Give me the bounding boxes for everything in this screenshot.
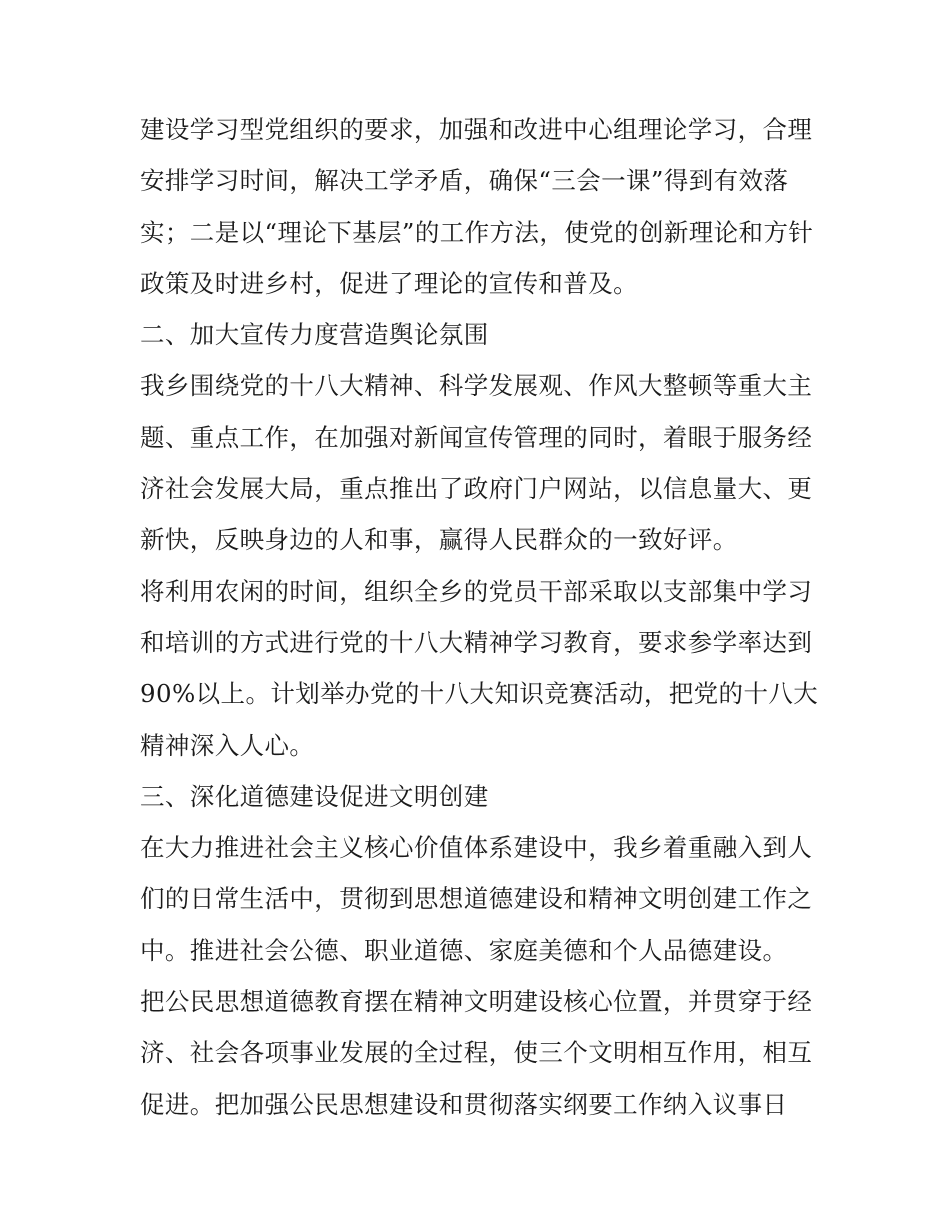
paragraph-line: 政策及时进乡村，促进了理论的宣传和普及。 (140, 268, 638, 298)
paragraph-line: 济、社会各项事业发展的全过程，使三个文明相互作用，相互 (140, 1038, 813, 1068)
paragraph-line: 实；二是以“理论下基层”的工作方法，使党的创新理论和方针 (140, 217, 814, 247)
paragraph-line: 和培训的方式进行党的十八大精神学习教育，要求参学率达到 (140, 627, 813, 657)
paragraph-line: 精神深入人心。 (140, 730, 315, 760)
paragraph-line: 90%以上。计划举办党的十八大知识竞赛活动，把党的十八大 (140, 679, 819, 709)
paragraph-line: 中。推进社会公德、职业道德、家庭美德和个人品德建设。 (140, 935, 788, 965)
paragraph-line: 把公民思想道德教育摆在精神文明建设核心位置，并贯穿于经 (140, 987, 813, 1017)
paragraph-line: 新快，反映身边的人和事，赢得人民群众的一致好评。 (140, 525, 738, 555)
paragraph-line: 我乡围绕党的十八大精神、科学发展观、作风大整顿等重大主 (140, 371, 813, 401)
section-heading: 三、深化道德建设促进文明创建 (140, 781, 489, 811)
paragraph-line: 建设学习型党组织的要求，加强和改进中心组理论学习，合理 (140, 115, 813, 144)
paragraph-line: 促进。把加强公民思想建设和贯彻落实纲要工作纳入议事日 (140, 1089, 788, 1119)
paragraph-line: 将利用农闲的时间，组织全乡的党员干部采取以支部集中学习 (140, 576, 813, 606)
paragraph-line: 安排学习时间，解决工学矛盾，确保“三会一课”得到有效落 (140, 166, 789, 196)
document-body (140, 104, 820, 1130)
paragraph-line: 在大力推进社会主义核心价值体系建设中，我乡着重融入到人 (140, 833, 813, 863)
paragraph-line: 题、重点工作，在加强对新闻宣传管理的同时，着眼于服务经 (140, 422, 813, 452)
paragraph-line: 济社会发展大局，重点推出了政府门户网站，以信息量大、更 (140, 474, 813, 504)
section-heading: 二、加大宣传力度营造舆论氛围 (140, 320, 489, 350)
paragraph-line: 们的日常生活中，贯彻到思想道德建设和精神文明创建工作之 (140, 884, 813, 914)
